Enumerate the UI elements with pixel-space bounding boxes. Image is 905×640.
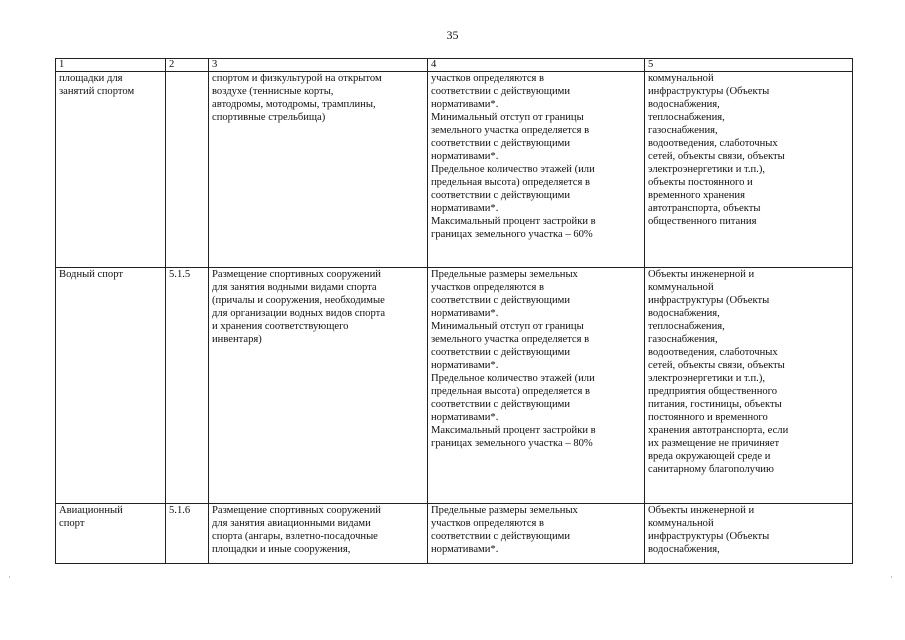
scan-artifact: · [890, 572, 893, 582]
table-row [56, 72, 853, 268]
use-name-cell: Авиационный спорт [56, 504, 166, 564]
header-cell: 4 [428, 59, 645, 72]
use-code-cell: 5.1.5 [166, 268, 209, 504]
table-row [56, 504, 853, 564]
table-row [56, 268, 853, 504]
use-name-cell: площадки для занятий спортом [56, 72, 166, 268]
parameters-cell: Предельные размеры земельных участков определяются в соответствии с действующими нормативами*. [428, 504, 645, 564]
auxiliary-uses-cell: коммунальной инфраструктуры (Объекты водоснабжения, теплоснабжения, газоснабжения, водоотведения, слаботочных сетей, объекты связи, объекты электроэнергетики и т.п.), объекты постоянного и временного хранения автотранспорта, объекты общественного питания [645, 72, 853, 268]
use-description-cell: спортом и физкультурой на открытом воздухе (теннисные корты, автодромы, мотодромы, трамплины, спортивные стрельбища) [209, 72, 428, 268]
header-cell: 3 [209, 59, 428, 72]
use-description-cell: Размещение спортивных сооружений для занятия авиационными видами спорта (ангары, взлетно-посадочные площадки и иные сооружения, [209, 504, 428, 564]
auxiliary-uses-cell: Объекты инженерной и коммунальной инфраструктуры (Объекты водоснабжения, [645, 504, 853, 564]
parameters-cell: участков определяются в соответствии с действующими нормативами*. Минимальный отступ от границы земельного участка определяется в соответствии с действующими нормативами*. Предельное количество этажей (или предельная высота) определяется в соответствии с действующими нормативами*. Максимальный процент застройки в границах земельного участка – 60% [428, 72, 645, 268]
header-cell: 2 [166, 59, 209, 72]
header-cell: 5 [645, 59, 853, 72]
table-header-row [56, 59, 853, 72]
page-number: 35 [446, 28, 459, 42]
use-code-cell: 5.1.6 [166, 504, 209, 564]
use-name-cell: Водный спорт [56, 268, 166, 504]
auxiliary-uses-cell: Объекты инженерной и коммунальной инфраструктуры (Объекты водоснабжения, теплоснабжения, газоснабжения, водоотведения, слаботочных сетей, объекты связи, объекты электроэнергетики и т.п.), предприятия общественного питания, гостиницы, объекты постоянного и временного хранения автотранспорта, если их размещение не причиняет вреда окружающей среде и санитарному благополучию [645, 268, 853, 504]
header-cell: 1 [56, 59, 166, 72]
use-description-cell: Размещение спортивных сооружений для занятия водными видами спорта (причалы и сооружения, необходимые для организации водных видов спорта и хранения соответствующего инвентаря) [209, 268, 428, 504]
scan-artifact: · [8, 572, 11, 582]
parameters-cell: Предельные размеры земельных участков определяются в соответствии с действующими нормативами*. Минимальный отступ от границы земельного участка определяется в соответствии с действующими нормативами*. Предельное количество этажей (или предельная высота) определяется в соответствии с действующими нормативами*. Максимальный процент застройки в границах земельного участка – 80% [428, 268, 645, 504]
use-code-cell [166, 72, 209, 268]
land-use-table [55, 58, 853, 564]
